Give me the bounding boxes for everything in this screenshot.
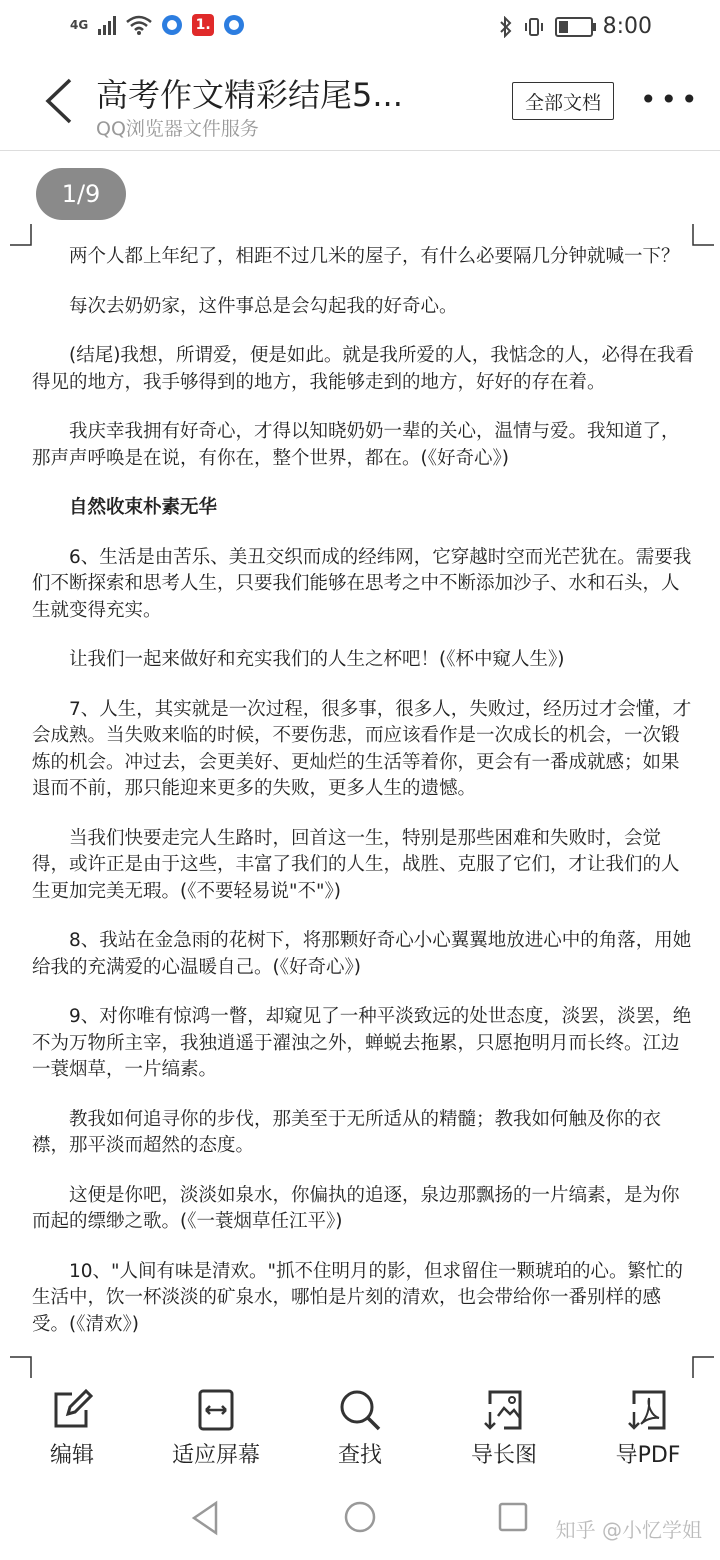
more-options-icon[interactable]: ••• bbox=[640, 83, 702, 116]
fit-screen-icon bbox=[194, 1388, 238, 1432]
bluetooth-icon bbox=[499, 16, 513, 38]
crop-mark-bottom-left bbox=[10, 1356, 32, 1378]
paragraph: 9、对你唯有惊鸿一瞥，却窥见了一种平淡致远的处世态度，淡罢，淡罢，绝不为万物所主宰，我独逍遥于濯浊之外，蝉蜕去拖累，只愿抱明月而长终。江边一蓑烟草，一片缟素。 bbox=[32, 1006, 692, 1080]
paragraph: 8、我站在金急雨的花树下，将那颗好奇心小心翼翼地放进心中的角落，用她给我的充满爱的心温暖自己。(《好奇心》) bbox=[32, 930, 692, 978]
paragraph: 两个人都上年纪了，相距不过几米的屋子，有什么必要隔几分钟就喊一下？ bbox=[69, 246, 680, 267]
signal-icon bbox=[98, 15, 116, 35]
paragraph: 每次去奶奶家，这件事总是会勾起我的好奇心。 bbox=[69, 295, 458, 317]
nav-back-icon[interactable] bbox=[190, 1500, 220, 1536]
wifi-icon bbox=[126, 14, 152, 36]
bottom-toolbar bbox=[0, 1380, 720, 1480]
clock: 8:00 bbox=[602, 14, 652, 39]
paragraph: 我庆幸我拥有好奇心，才得以知晓奶奶一辈的关心，温情与爱。我知道了，那声声呼唤是在说，有你在，整个世界，都在。(《好奇心》) bbox=[32, 421, 680, 469]
page-indicator: 1/9 bbox=[36, 168, 126, 220]
browser-app-icon-2 bbox=[224, 15, 244, 35]
section-heading: 自然收束朴素无华 bbox=[69, 497, 218, 518]
document-title: 高考作文精彩结尾5... bbox=[96, 76, 403, 114]
watermark: 知乎 @小忆学姐 bbox=[555, 1518, 702, 1542]
edit-button[interactable] bbox=[0, 1380, 144, 1480]
search-icon bbox=[338, 1388, 382, 1432]
paragraph: 7、人生，其实就是一次过程，很多事，很多人，失败过，经历过才会懂，才会成熟。当失败来临的时候，不要伤悲，而应该看作是一次成长的机会，一次锻炼的机会。冲过去，会更美好、更灿烂的生活等着你，更会有一番成就感；如果退而不前，那只能迎来更多的失败，更多人生的遗憾。 bbox=[32, 698, 692, 799]
export-pdf-button[interactable] bbox=[576, 1380, 720, 1480]
image-export-icon bbox=[482, 1388, 526, 1432]
pdf-export-icon bbox=[626, 1388, 670, 1432]
notification-app-icon: 1. bbox=[192, 14, 214, 36]
all-documents-button[interactable]: 全部文档 bbox=[512, 82, 614, 120]
fit-screen-label: 适应屏幕 bbox=[171, 1443, 260, 1468]
document-subtitle: QQ浏览器文件服务 bbox=[96, 118, 259, 140]
crop-mark-top-right bbox=[692, 224, 714, 246]
fit-screen-button[interactable] bbox=[144, 1380, 288, 1480]
find-button[interactable] bbox=[288, 1380, 432, 1480]
find-label: 查找 bbox=[337, 1443, 382, 1468]
battery-icon bbox=[555, 17, 593, 37]
status-bar bbox=[0, 0, 720, 54]
paragraph: 教我如何追寻你的步伐，那美至于无所适从的精髓；教我如何触及你的衣襟，那平淡而超然的态度。 bbox=[32, 1108, 662, 1156]
browser-app-icon bbox=[162, 15, 182, 35]
network-type: 4G bbox=[70, 18, 89, 32]
paragraph: 6、生活是由苦乐、美丑交织而成的经纬网，它穿越时空而光芒犹在。需要我们不断探索和思考人生，只要我们能够在思考之中不断添加沙子、水和石头，人生就变得充实。 bbox=[32, 546, 692, 621]
export-long-image-button[interactable] bbox=[432, 1380, 576, 1480]
edit-icon bbox=[50, 1388, 94, 1432]
paragraph: 这便是你吧，淡淡如泉水，你偏执的追逐，泉边那飘扬的一片缟素，是为你而起的缥缈之歌。(《一蓑烟草任江平》) bbox=[32, 1184, 680, 1232]
export-pdf-label: 导PDF bbox=[615, 1443, 681, 1468]
paragraph: 10、"人间有味是清欢。"抓不住明月的影，但求留住一颗琥珀的心。繁忙的生活中，饮一杯淡淡的矿泉水，哪怕是片刻的清欢，也会带给你一番别样的感受。(《清欢》) bbox=[32, 1260, 684, 1335]
nav-recents-icon[interactable] bbox=[498, 1502, 528, 1532]
paragraph: (结尾)我想，所谓爱，便是如此。就是我所爱的人，我惦念的人，必得在我看得见的地方，我手够得到的地方，我能够走到的地方，好好的存在着。 bbox=[32, 345, 694, 393]
paragraph: 让我们一起来做好和充实我们的人生之杯吧！(《杯中窥人生》) bbox=[69, 649, 565, 670]
paragraph: 当我们快要走完人生路时，回首这一生，特别是那些困难和失败时，会觉得，或许正是由于这些，丰富了我们的人生，战胜、克服了它们，才让我们的人生更加完美无瑕。(《不要轻易说"不"》) bbox=[32, 827, 680, 902]
crop-mark-top-left bbox=[10, 224, 32, 246]
vibrate-icon bbox=[523, 16, 545, 38]
document-content bbox=[32, 244, 696, 1361]
app-header bbox=[0, 54, 720, 151]
nav-home-icon[interactable] bbox=[343, 1500, 377, 1534]
export-long-image-label: 导长图 bbox=[470, 1443, 537, 1468]
edit-label: 编辑 bbox=[49, 1443, 94, 1468]
back-arrow-icon[interactable] bbox=[36, 76, 86, 126]
